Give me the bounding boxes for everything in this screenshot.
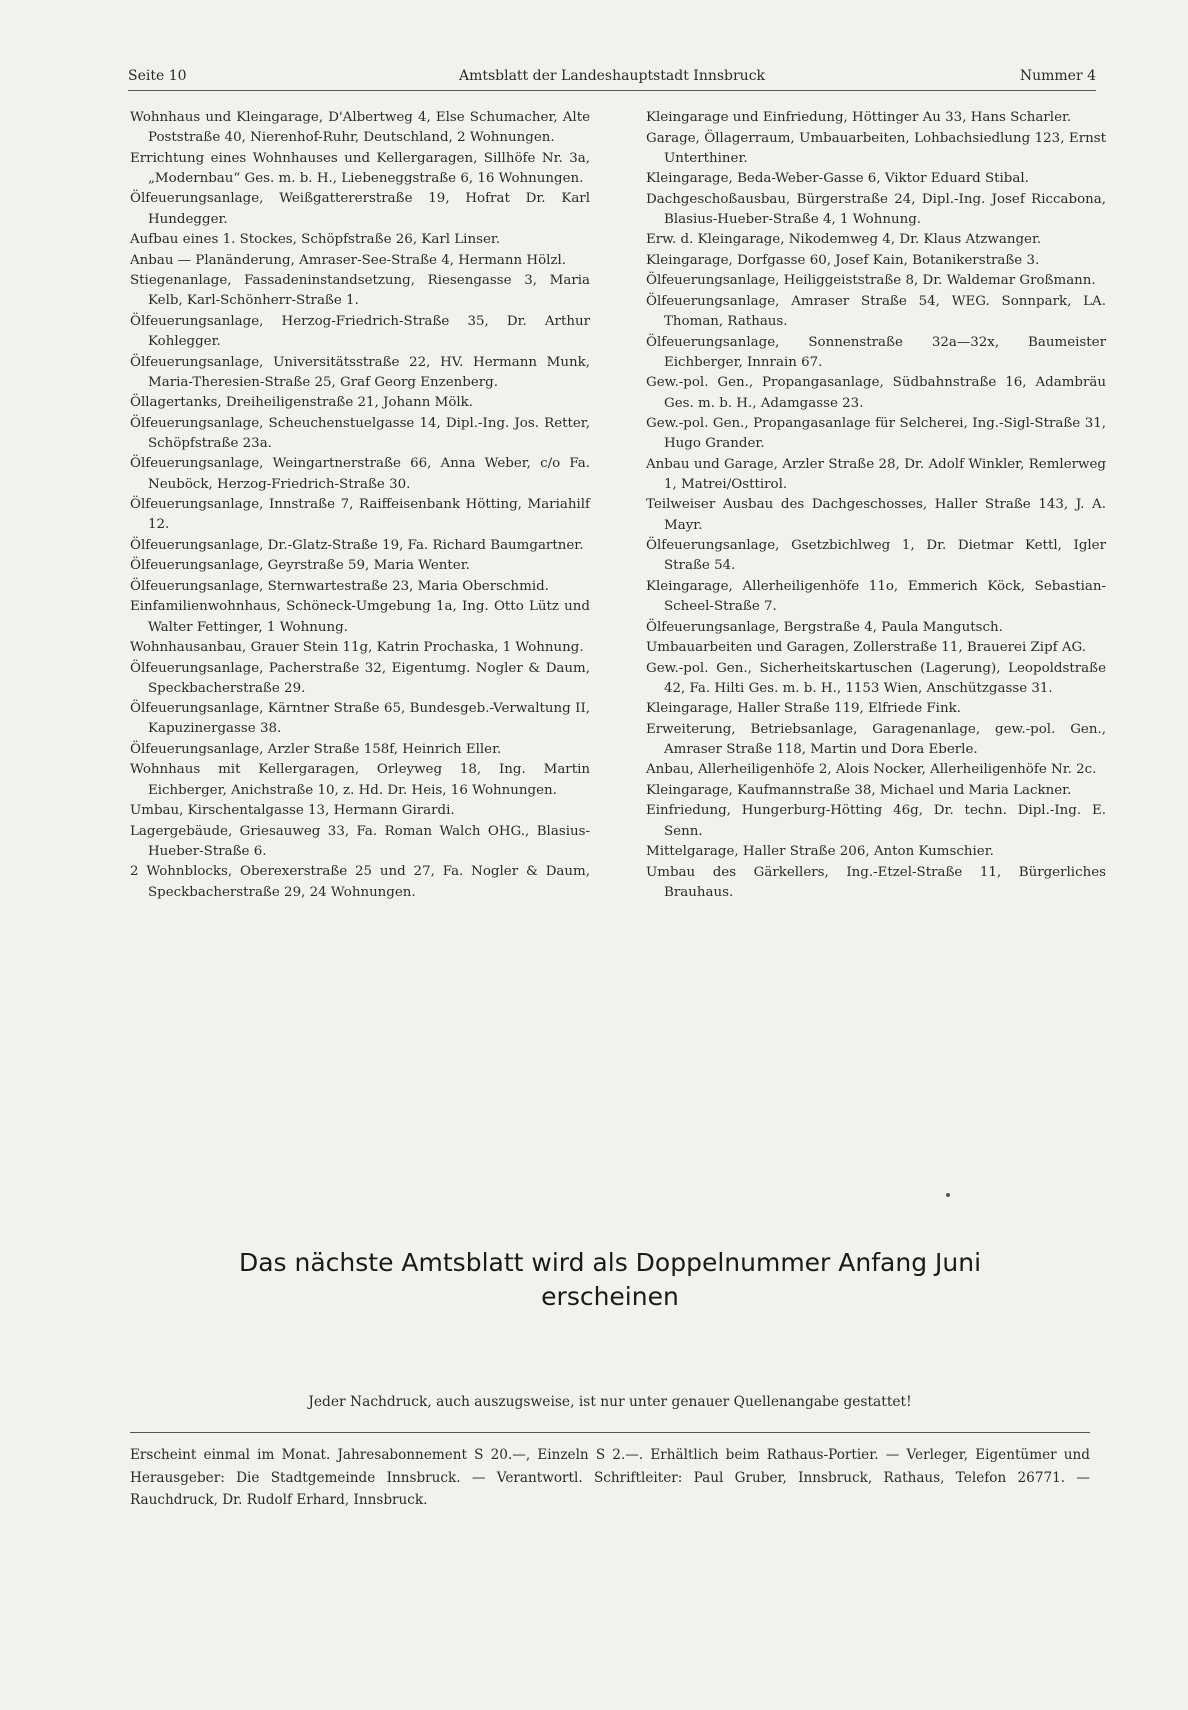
permit-entry: Errichtung eines Wohnhauses und Kellergaragen, Sillhöfe Nr. 3a, „Modernbau“ Ges. m. b. H., Liebeneggstraße 6, 16 Wohnungen. [130, 150, 590, 186]
permit-entry: Ölfeuerungsanlage, Universitätsstraße 22, HV. Hermann Munk, Maria-Theresien-Straße 25, Graf Georg Enzenberg. [130, 354, 590, 390]
publication-title: Amtsblatt der Landeshauptstadt Innsbruck [458, 68, 766, 84]
permit-entry: Ölfeuerungsanlage, Amraser Straße 54, WEG. Sonnpark, LA. Thoman, Rathaus. [646, 293, 1106, 330]
permit-entry: Ölfeuerungsanlage, Scheuchenstuelgasse 14, Dipl.-Ing. Jos. Retter, Schöpfstraße 23a. [130, 415, 590, 451]
impressum: Erscheint einmal im Monat. Jahresabonnement S 20.—, Einzeln S 2.—. Erhältlich beim Rathaus-Portier. — Verleger, Eigentümer und Herausgeber: Die Stadtgemeinde Innsbruck. — Verantwortl. Schriftleiter: Paul Gruber, Innsbruck, Rathaus, Telefon 26771. — Rauchdruck, Dr. Rudolf Erhard, Innsbruck. [130, 1447, 1090, 1508]
permit-entry: Teilweiser Ausbau des Dachgeschosses, Haller Straße 143, J. A. Mayr. [646, 497, 1106, 533]
permit-entry: Öllagertanks, Dreiheiligenstraße 21, Johann Mölk. [130, 395, 474, 411]
permit-entry: Aufbau eines 1. Stockes, Schöpfstraße 26, Karl Linser. [130, 232, 501, 248]
announcement-line-1: Das nächste Amtsblatt wird als Doppelnummer Anfang Juni [238, 1248, 982, 1277]
permit-entry: Ölfeuerungsanlage, Pacherstraße 32, Eigentumg. Nogler & Daum, Speckbacherstraße 29. [130, 660, 590, 696]
running-head [128, 66, 1096, 91]
permit-entry: Kleingarage, Dorfgasse 60, Josef Kain, Botanikerstraße 3. [646, 252, 1040, 268]
permit-entry: Kleingarage, Haller Straße 119, Elfriede Fink. [646, 701, 961, 717]
permit-entry: Anbau und Garage, Arzler Straße 28, Dr. Adolf Winkler, Remlerweg 1, Matrei/Osttirol. [646, 456, 1106, 492]
permit-entry: Umbau des Gärkellers, Ing.-Etzel-Straße 11, Bürgerliches Brauhaus. [646, 864, 1106, 900]
page-number: Seite 10 [128, 68, 187, 84]
permit-entry: Kleingarage und Einfriedung, Höttinger Au 33, Hans Scharler. [646, 110, 1072, 125]
permit-entry: Ölfeuerungsanlage, Innstraße 7, Raiffeisenbank Hötting, Mariahilf 12. [130, 497, 590, 533]
permit-entry: Lagergebäude, Griesauweg 33, Fa. Roman Walch OHG., Blasius-Hueber-Straße 6. [130, 823, 590, 859]
permit-entry: Ölfeuerungsanlage, Kärntner Straße 65, Bundesgeb.-Verwaltung II, Kapuzinergasse 38. [130, 701, 590, 737]
permit-entry: Ölfeuerungsanlage, Weingartnerstraße 66, Anna Weber, c/o Fa. Neuböck, Herzog-Friedrich-Straße 30. [130, 456, 590, 492]
permit-entry: Stiegenanlage, Fassadeninstandsetzung, Riesengasse 3, Maria Kelb, Karl-Schönherr-Straße 1. [130, 273, 590, 309]
permit-entry: Erw. d. Kleingarage, Nikodemweg 4, Dr. Klaus Atzwanger. [646, 232, 1042, 248]
permit-entry: Ölfeuerungsanlage, Sternwartestraße 23, Maria Oberschmid. [130, 578, 549, 594]
permit-entry: Gew.-pol. Gen., Propangasanlage, Südbahnstraße 16, Adambräu Ges. m. b. H., Adamgasse 23. [646, 375, 1106, 411]
permit-entry: Wohnhaus mit Kellergaragen, Orleyweg 18, Ing. Martin Eichberger, Anichstraße 10, z. Hd. Dr. Heis, 16 Wohnungen. [130, 762, 590, 798]
permit-entry: Umbau, Kirschentalgasse 13, Hermann Girardi. [130, 803, 455, 819]
permit-entry: Ölfeuerungsanlage, Geyrstraße 59, Maria Wenter. [130, 558, 470, 574]
permit-entry: Gew.-pol. Gen., Propangasanlage für Selcherei, Ing.-Sigl-Straße 31, Hugo Grander. [646, 416, 1106, 452]
permit-entry: Ölfeuerungsanlage, Weißgattererstraße 19, Hofrat Dr. Karl Hundegger. [130, 191, 590, 227]
right-column [646, 108, 1106, 903]
permit-entry: Anbau — Planänderung, Amraser-See-Straße 4, Hermann Hölzl. [130, 252, 567, 268]
permit-entry: Garage, Öllagerraum, Umbauarbeiten, Lohbachsiedlung 123, Ernst Unterthiner. [646, 130, 1106, 166]
issue-number: Nummer 4 [1019, 68, 1096, 84]
permit-entry: Umbauarbeiten und Garagen, Zollerstraße 11, Brauerei Zipf AG. [646, 640, 1087, 656]
permit-entry: Wohnhausanbau, Grauer Stein 11g, Katrin Prochaska, 1 Wohnung. [130, 640, 584, 656]
separator-dot [946, 1193, 950, 1197]
permit-entry: Ölfeuerungsanlage, Heiliggeiststraße 8, Dr. Waldemar Großmann. [646, 273, 1096, 289]
permit-entry: Mittelgarage, Haller Straße 206, Anton Kumschier. [646, 844, 994, 860]
permit-entry: Kleingarage, Kaufmannstraße 38, Michael und Maria Lackner. [646, 782, 1072, 798]
permit-entry: Einfriedung, Hungerburg-Hötting 46g, Dr. techn. Dipl.-Ing. E. Senn. [646, 803, 1106, 839]
permit-entry: Ölfeuerungsanlage, Sonnenstraße 32a—32x, Baumeister Eichberger, Innrain 67. [646, 334, 1106, 370]
permit-entry: Einfamilienwohnhaus, Schöneck-Umgebung 1a, Ing. Otto Lütz und Walter Fettinger, 1 Wohnung. [130, 599, 590, 635]
permit-entry: Wohnhaus und Kleingarage, D'Albertweg 4, Else Schumacher, Alte Poststraße 40, Nierenhof-Ruhr, Deutschland, 2 Wohnungen. [130, 110, 590, 146]
permit-entry: Erweiterung, Betriebsanlage, Garagenanlage, gew.-pol. Gen., Amraser Straße 118, Martin und Dora Eberle. [646, 721, 1106, 757]
permit-entry: Gew.-pol. Gen., Sicherheitskartuschen (Lagerung), Leopoldstraße 42, Fa. Hilti Ges. m. b. H., 1153 Wien, Anschützgasse 31. [646, 660, 1106, 696]
permit-entry: Ölfeuerungsanlage, Gsetzbichlweg 1, Dr. Dietmar Kettl, Igler Straße 54. [646, 538, 1106, 574]
permit-entry: Ölfeuerungsanlage, Bergstraße 4, Paula Mangutsch. [646, 619, 1003, 635]
permit-entry: Kleingarage, Allerheiligenhöfe 11o, Emmerich Köck, Sebastian-Scheel-Straße 7. [646, 578, 1106, 615]
permit-entry: 2 Wohnblocks, Oberexerstraße 25 und 27, Fa. Nogler & Daum, Speckbacherstraße 29, 24 Wohnungen. [130, 864, 590, 900]
permit-entry: Anbau, Allerheiligenhöfe 2, Alois Nocker, Allerheiligenhöfe Nr. 2c. [646, 762, 1097, 778]
permit-entry: Ölfeuerungsanlage, Herzog-Friedrich-Straße 35, Dr. Arthur Kohlegger. [130, 313, 590, 350]
permit-entry: Ölfeuerungsanlage, Arzler Straße 158f, Heinrich Eller. [130, 741, 502, 757]
permit-entry: Dachgeschoßausbau, Bürgerstraße 24, Dipl.-Ing. Josef Riccabona, Blasius-Hueber-Straße 4, 1 Wohnung. [646, 191, 1106, 227]
permit-entry: Kleingarage, Beda-Weber-Gasse 6, Viktor Eduard Stibal. [646, 171, 1029, 187]
copyright-notice: Jeder Nachdruck, auch auszugsweise, ist nur unter genauer Quellenangabe gestattet! [308, 1394, 912, 1410]
announcement-line-2: erscheinen [541, 1282, 679, 1311]
announcement [150, 1246, 1070, 1314]
left-column [130, 108, 590, 903]
permit-entry: Ölfeuerungsanlage, Dr.-Glatz-Straße 19, Fa. Richard Baumgartner. [130, 537, 584, 553]
footer-rule [130, 1432, 1090, 1433]
